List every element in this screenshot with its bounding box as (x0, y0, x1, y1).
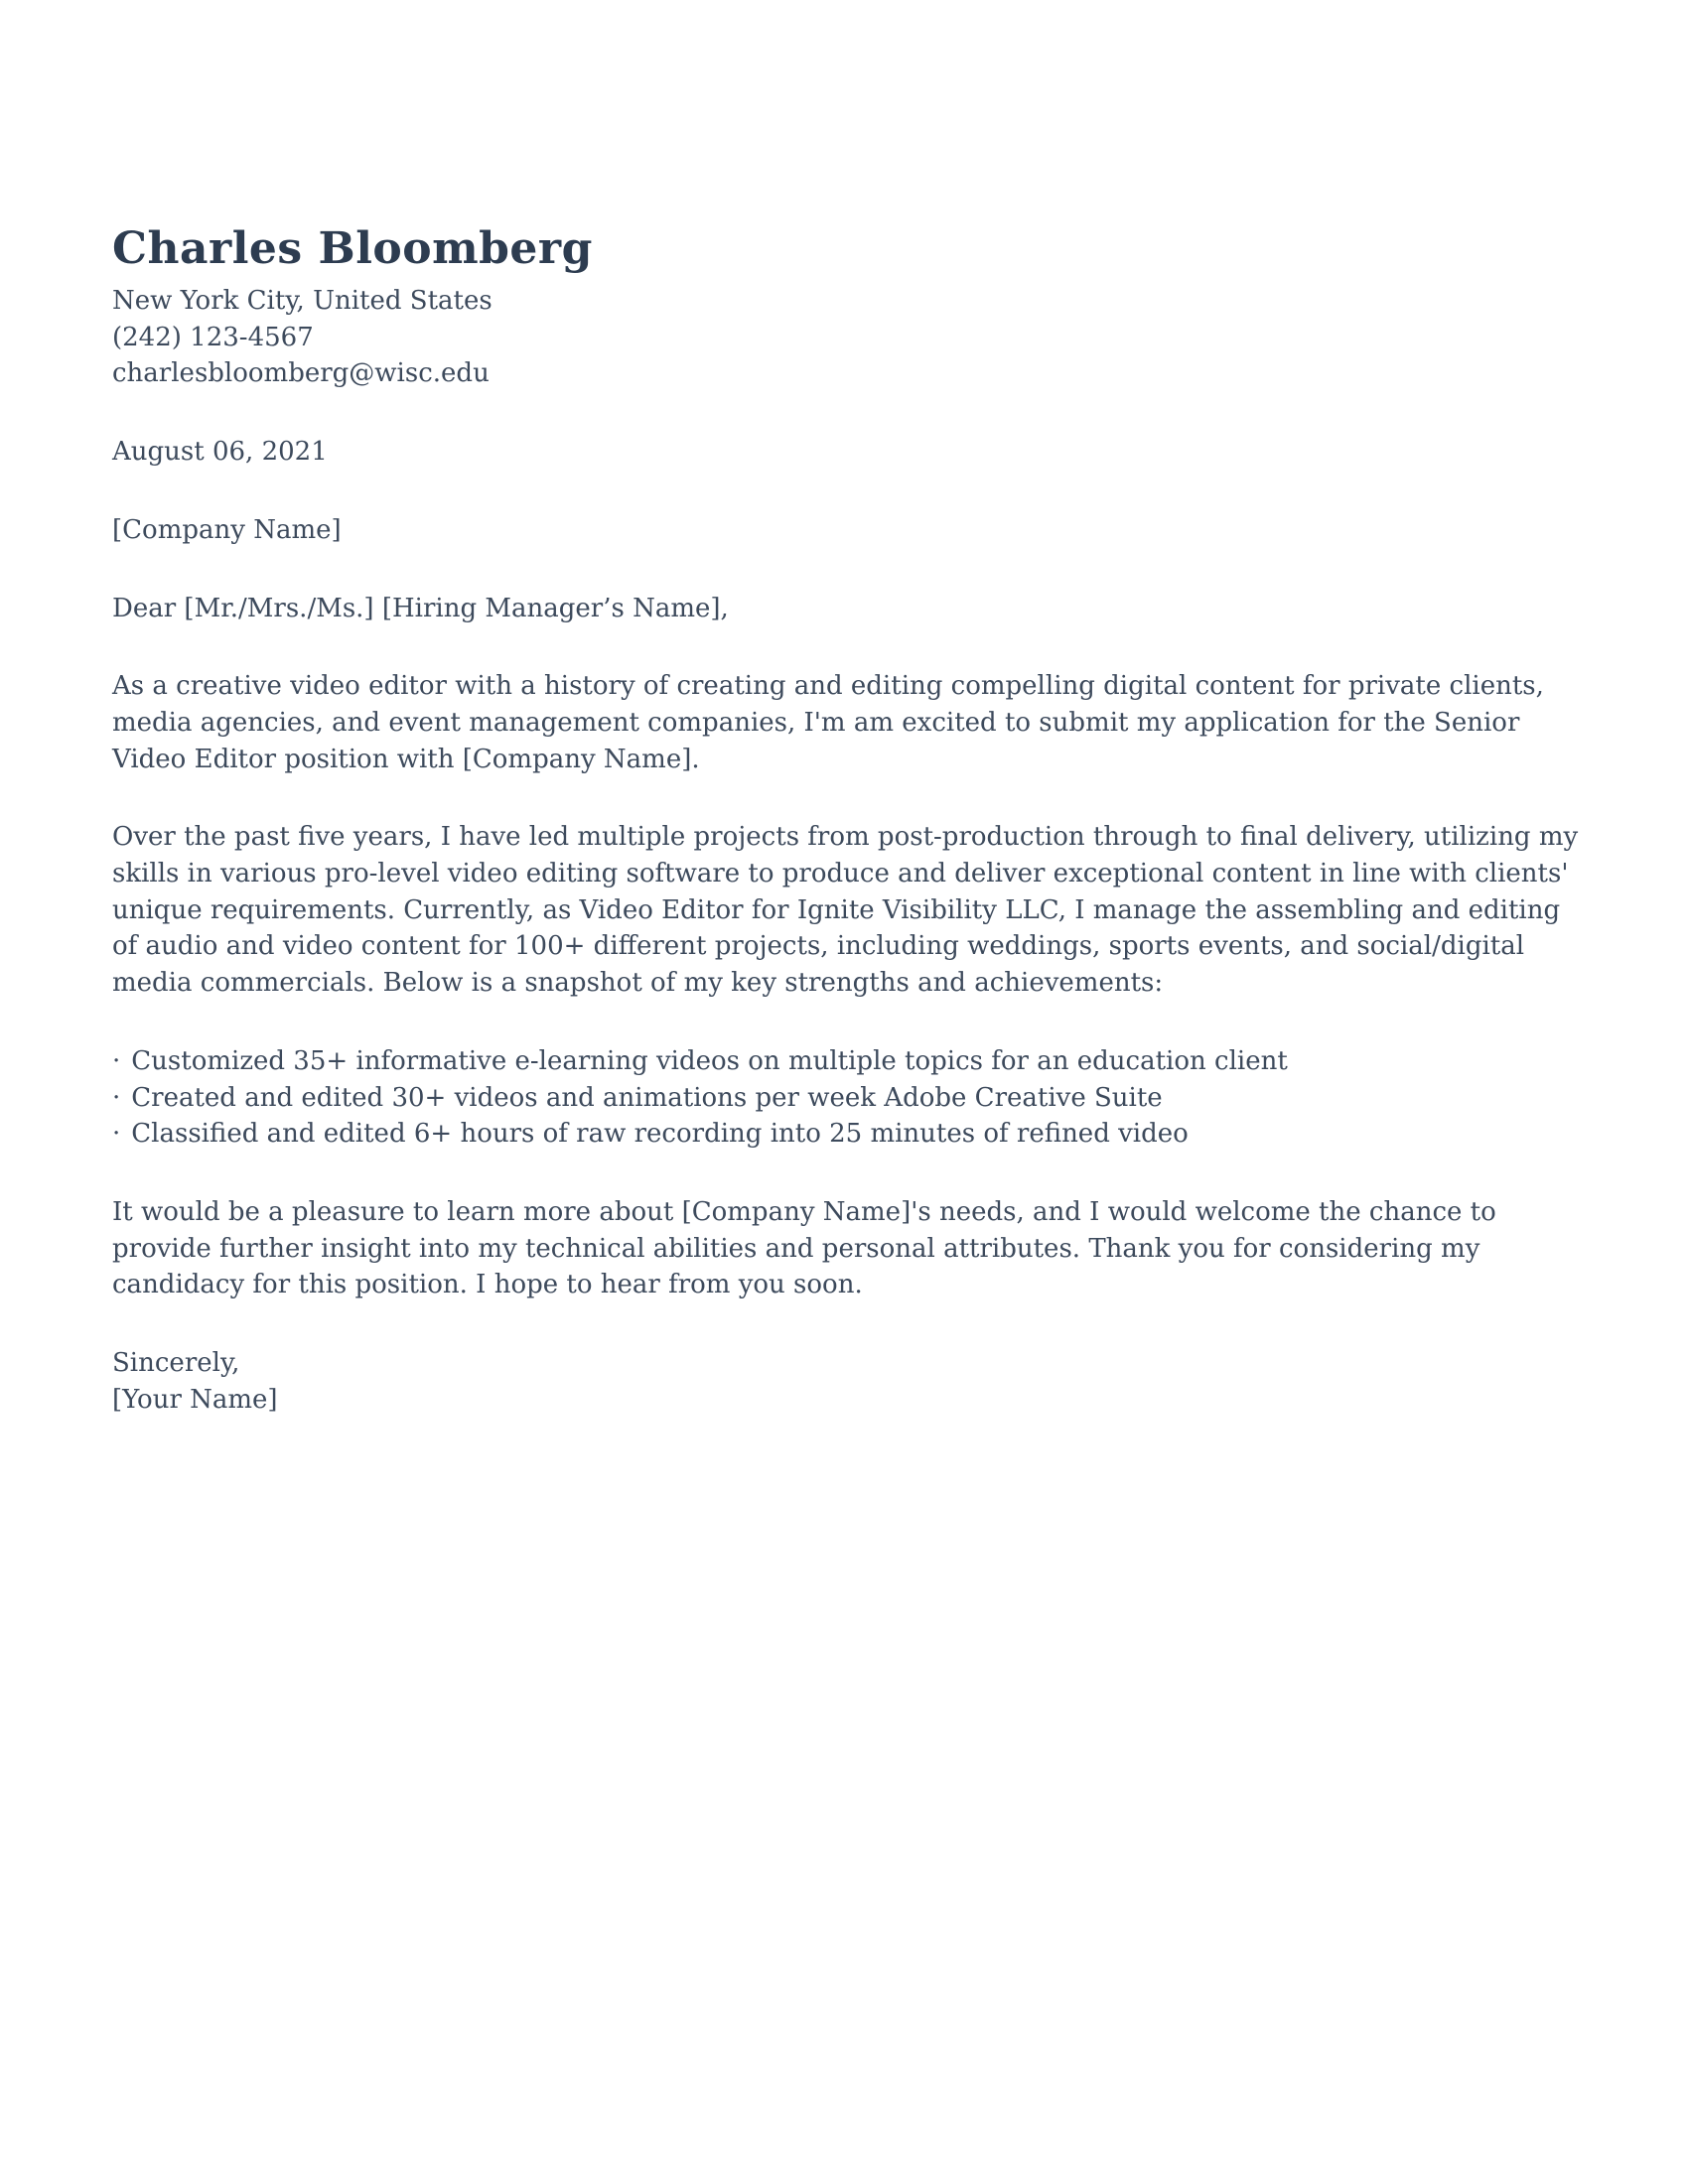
sender-phone: (242) 123-4567 (112, 322, 314, 352)
list-item-text: Classified and edited 6+ hours of raw recording into 25 minutes of refined video (131, 1119, 1189, 1150)
sender-name: Charles Bloomberg (112, 223, 593, 274)
signature-name: [Your Name] (112, 1384, 278, 1415)
list-item (112, 1043, 1581, 1080)
sender-location: New York City, United States (112, 286, 492, 316)
bullet-dot-icon: · (112, 1045, 121, 1076)
letter-body (112, 434, 1581, 1418)
bullet-dot-icon: · (112, 1082, 121, 1113)
letter-date: August 06, 2021 (112, 437, 328, 468)
list-item (112, 1080, 1581, 1117)
list-item-text: Customized 35+ informative e-learning videos on multiple topics for an education client (131, 1045, 1288, 1076)
closing-word: Sincerely, (112, 1348, 240, 1379)
sender-email: charlesbloomberg@wisc.edu (112, 358, 490, 389)
achievements-list (112, 1043, 1581, 1153)
signoff (112, 1345, 1581, 1418)
paragraph-closing: It would be a pleasure to learn more about [Company Name]'s needs, and I would welcome the chance to provide further insight into my technical abilities and personal attributes. Thank you for considering my candidacy for this position. I hope to hear from you soon. (112, 1196, 1496, 1300)
paragraph-intro: As a creative video editor with a history of creating and editing compelling digital content for private clients, media agencies, and event management companies, I'm am excited to submit my application for the Senior Video Editor position with [Company Name]. (112, 671, 1544, 774)
letter-header (112, 223, 1581, 392)
list-item-text: Created and edited 30+ videos and animations per week Adobe Creative Suite (131, 1082, 1163, 1113)
recipient-company: [Company Name] (112, 514, 342, 545)
bullet-dot-icon: · (112, 1119, 121, 1150)
paragraph-experience: Over the past five years, I have led multiple projects from post-production through to final delivery, utilizing my skills in various pro-level video editing software to produce and deliver exceptional content in line with clients' unique requirements. Currently, as Video Editor for Ignite Visibility LLC, I manage the assembling and editing of audio and video content for 100+ different projects, including weddings, sports events, and social/digital media commercials. Below is a snapshot of my key strengths and achievements: (112, 822, 1579, 999)
list-item (112, 1116, 1581, 1153)
salutation: Dear [Mr./Mrs./Ms.] [Hiring Manager’s Name], (112, 593, 729, 623)
contact-info (112, 283, 1581, 392)
